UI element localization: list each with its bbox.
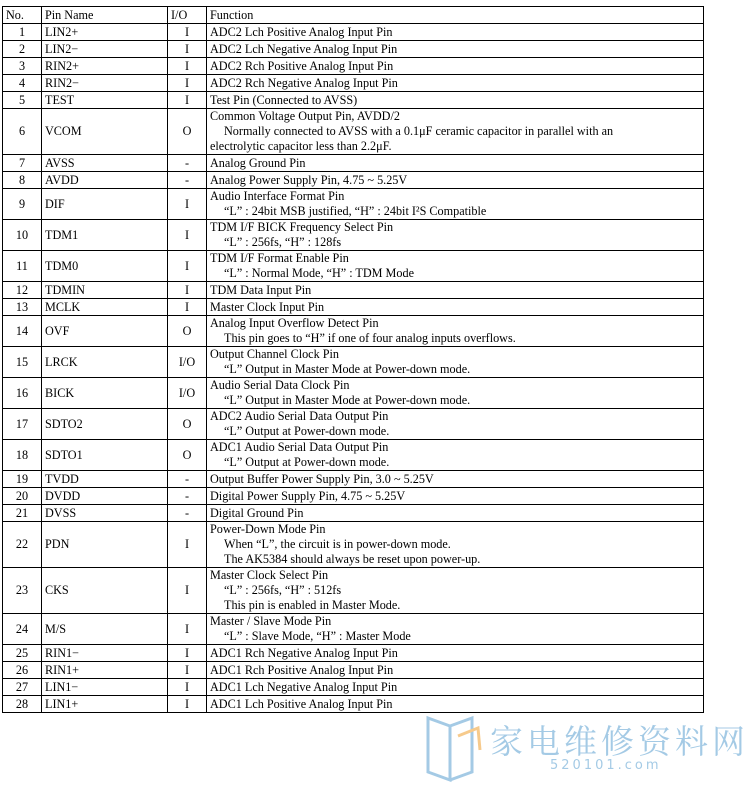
function-text-line: ADC2 Rch Negative Analog Input Pin	[210, 75, 398, 90]
pin-function-cell	[207, 347, 704, 378]
pin-io-cell: I	[168, 251, 207, 282]
table-row	[3, 41, 704, 58]
pin-io-cell: I	[168, 92, 207, 109]
pin-number-cell: 15	[3, 347, 42, 378]
table-row	[3, 155, 704, 172]
function-text-line: ADC2 Rch Positive Analog Input Pin	[210, 58, 394, 73]
pin-name-cell: RIN1−	[42, 645, 168, 662]
pin-io-cell: I	[168, 645, 207, 662]
table-row	[3, 189, 704, 220]
pin-io-cell: I	[168, 299, 207, 316]
pin-number-cell: 14	[3, 316, 42, 347]
pin-number-cell: 18	[3, 440, 42, 471]
pin-name-cell: LRCK	[42, 347, 168, 378]
function-text-line: ADC2 Lch Negative Analog Input Pin	[210, 41, 398, 56]
pin-function-cell	[207, 505, 704, 522]
function-text-line: Normally connected to AVSS with a 0.1μF ceramic capacitor in parallel with an	[224, 124, 614, 138]
column-header-pin-name: Pin Name	[42, 7, 168, 24]
table-row	[3, 614, 704, 645]
pin-name-cell: MCLK	[42, 299, 168, 316]
function-text-line: ADC1 Rch Negative Analog Input Pin	[210, 645, 398, 660]
pin-io-cell: I	[168, 522, 207, 568]
pin-function-cell	[207, 109, 704, 155]
table-row	[3, 109, 704, 155]
function-text-line: Output Buffer Power Supply Pin, 3.0 ~ 5.25V	[210, 471, 434, 486]
pin-name-cell: SDTO1	[42, 440, 168, 471]
pin-number-cell: 23	[3, 568, 42, 614]
pin-number-cell: 28	[3, 696, 42, 713]
function-text-line: electrolytic capacitor less than 2.2μF.	[210, 139, 392, 153]
pin-function-cell	[207, 614, 704, 645]
table-body	[3, 24, 704, 713]
pin-io-cell: I	[168, 282, 207, 299]
function-text-line: Analog Power Supply Pin, 4.75 ~ 5.25V	[210, 172, 408, 187]
table-row	[3, 172, 704, 189]
table-row	[3, 488, 704, 505]
pin-io-cell: -	[168, 505, 207, 522]
pin-function-cell	[207, 662, 704, 679]
pin-io-cell: O	[168, 109, 207, 155]
pin-io-cell: I	[168, 220, 207, 251]
table-row	[3, 24, 704, 41]
pin-io-cell: I	[168, 58, 207, 75]
function-text-line: ADC1 Rch Positive Analog Input Pin	[210, 662, 394, 677]
function-text-line: Master / Slave Mode Pin	[210, 614, 332, 628]
pin-name-cell: TDMIN	[42, 282, 168, 299]
pin-name-cell: DVDD	[42, 488, 168, 505]
pin-name-cell: RIN1+	[42, 662, 168, 679]
watermark-text: 家电维修资料网	[490, 722, 749, 761]
function-text-line: Common Voltage Output Pin, AVDD/2	[210, 109, 400, 123]
function-text-line: “L” : Normal Mode, “H” : TDM Mode	[224, 266, 414, 280]
pin-name-cell: PDN	[42, 522, 168, 568]
table-row	[3, 471, 704, 488]
pin-function-cell	[207, 75, 704, 92]
table-row	[3, 440, 704, 471]
pin-function-cell	[207, 679, 704, 696]
table-row	[3, 251, 704, 282]
pin-io-cell: I	[168, 568, 207, 614]
pin-number-cell: 19	[3, 471, 42, 488]
function-text-line: ADC1 Audio Serial Data Output Pin	[210, 440, 389, 454]
function-text-line: “L” Output at Power-down mode.	[224, 455, 390, 469]
pin-name-cell: LIN2−	[42, 41, 168, 58]
pin-number-cell: 3	[3, 58, 42, 75]
watermark-url: 520101.com	[550, 758, 662, 773]
pin-name-cell: OVF	[42, 316, 168, 347]
function-text-line: Analog Ground Pin	[210, 155, 306, 170]
pin-function-cell	[207, 189, 704, 220]
table-row	[3, 645, 704, 662]
pin-function-cell	[207, 440, 704, 471]
function-text-line: This pin goes to “H” if one of four analog inputs overflows.	[224, 331, 516, 345]
table-row	[3, 347, 704, 378]
pin-function-cell	[207, 58, 704, 75]
table-row	[3, 378, 704, 409]
function-text-line: Audio Interface Format Pin	[210, 189, 345, 203]
pin-function-cell	[207, 409, 704, 440]
pin-number-cell: 27	[3, 679, 42, 696]
pin-number-cell: 10	[3, 220, 42, 251]
pin-number-cell: 13	[3, 299, 42, 316]
function-text-line: Test Pin (Connected to AVSS)	[210, 92, 358, 107]
pin-io-cell: O	[168, 316, 207, 347]
pin-function-cell	[207, 522, 704, 568]
function-text-line: TDM I/F Format Enable Pin	[210, 251, 349, 265]
pin-number-cell: 20	[3, 488, 42, 505]
pin-number-cell: 21	[3, 505, 42, 522]
table-header-row	[3, 7, 704, 24]
pin-io-cell: I/O	[168, 347, 207, 378]
pin-io-cell: O	[168, 409, 207, 440]
function-text-line: “L” : 256fs, “H” : 512fs	[224, 583, 342, 597]
pin-number-cell: 24	[3, 614, 42, 645]
pin-name-cell: AVDD	[42, 172, 168, 189]
pin-function-cell	[207, 471, 704, 488]
pin-number-cell: 17	[3, 409, 42, 440]
watermark-logo	[418, 708, 749, 788]
pin-number-cell: 6	[3, 109, 42, 155]
pin-name-cell: AVSS	[42, 155, 168, 172]
pin-function-cell	[207, 645, 704, 662]
pin-io-cell: I	[168, 189, 207, 220]
pin-name-cell: LIN1+	[42, 696, 168, 713]
function-text-line: “L” Output in Master Mode at Power-down mode.	[224, 362, 471, 376]
table-row	[3, 696, 704, 713]
pin-io-cell: I/O	[168, 378, 207, 409]
pin-number-cell: 11	[3, 251, 42, 282]
pin-function-cell	[207, 92, 704, 109]
pin-io-cell: I	[168, 679, 207, 696]
function-text-line: This pin is enabled in Master Mode.	[224, 598, 401, 612]
table-row	[3, 505, 704, 522]
pin-io-cell: -	[168, 471, 207, 488]
function-text-line: TDM I/F BICK Frequency Select Pin	[210, 220, 394, 234]
pin-number-cell: 1	[3, 24, 42, 41]
pin-number-cell: 26	[3, 662, 42, 679]
column-header-io: I/O	[168, 7, 207, 24]
pin-number-cell: 5	[3, 92, 42, 109]
function-text-line: ADC1 Lch Negative Analog Input Pin	[210, 679, 398, 694]
pin-io-cell: I	[168, 662, 207, 679]
pin-number-cell: 16	[3, 378, 42, 409]
pin-function-cell	[207, 155, 704, 172]
pin-name-cell: RIN2−	[42, 75, 168, 92]
pin-name-cell: SDTO2	[42, 409, 168, 440]
pin-number-cell: 2	[3, 41, 42, 58]
pin-io-cell: I	[168, 696, 207, 713]
pin-name-cell: BICK	[42, 378, 168, 409]
function-text-line: “L” Output at Power-down mode.	[224, 424, 390, 438]
pin-function-cell	[207, 251, 704, 282]
pin-io-cell: -	[168, 488, 207, 505]
pin-name-cell: CKS	[42, 568, 168, 614]
table-row	[3, 662, 704, 679]
pin-number-cell: 8	[3, 172, 42, 189]
pin-name-cell: TDM0	[42, 251, 168, 282]
function-text-line: TDM Data Input Pin	[210, 282, 312, 297]
pin-function-cell	[207, 378, 704, 409]
table-row	[3, 568, 704, 614]
function-text-line: Output Channel Clock Pin	[210, 347, 339, 361]
pin-io-cell: O	[168, 440, 207, 471]
pin-number-cell: 25	[3, 645, 42, 662]
function-text-line: “L” : 24bit MSB justified, “H” : 24bit I²S Compatible	[224, 204, 487, 218]
pin-function-cell	[207, 299, 704, 316]
table-row	[3, 282, 704, 299]
column-header-no: No.	[3, 7, 42, 24]
pin-number-cell: 12	[3, 282, 42, 299]
pin-number-cell: 9	[3, 189, 42, 220]
function-text-line: ADC2 Audio Serial Data Output Pin	[210, 409, 389, 423]
pin-function-cell	[207, 172, 704, 189]
pin-io-cell: -	[168, 155, 207, 172]
table-row	[3, 299, 704, 316]
pin-number-cell: 4	[3, 75, 42, 92]
pin-name-cell: TDM1	[42, 220, 168, 251]
column-header-function: Function	[207, 7, 704, 24]
pin-function-cell	[207, 282, 704, 299]
table-row	[3, 522, 704, 568]
watermark-book-icon	[418, 710, 488, 788]
pin-function-cell	[207, 568, 704, 614]
pin-io-cell: I	[168, 41, 207, 58]
function-text-line: Audio Serial Data Clock Pin	[210, 378, 350, 392]
pin-function-cell	[207, 220, 704, 251]
table-row	[3, 679, 704, 696]
pin-io-cell: -	[168, 172, 207, 189]
function-text-line: Digital Power Supply Pin, 4.75 ~ 5.25V	[210, 488, 406, 503]
pin-name-cell: LIN1−	[42, 679, 168, 696]
function-text-line: “L” : Slave Mode, “H” : Master Mode	[224, 629, 411, 643]
function-text-line: Master Clock Select Pin	[210, 568, 329, 582]
table-row	[3, 92, 704, 109]
pin-name-cell: RIN2+	[42, 58, 168, 75]
function-text-line: ADC2 Lch Positive Analog Input Pin	[210, 24, 393, 39]
pin-function-cell	[207, 41, 704, 58]
table-row	[3, 58, 704, 75]
function-text-line: Analog Input Overflow Detect Pin	[210, 316, 379, 330]
function-text-line: “L” : 256fs, “H” : 128fs	[224, 235, 342, 249]
pin-number-cell: 7	[3, 155, 42, 172]
function-text-line: Master Clock Input Pin	[210, 299, 325, 314]
function-text-line: The AK5384 should always be reset upon power-up.	[224, 552, 481, 566]
pin-function-cell	[207, 316, 704, 347]
pin-function-table-page	[2, 6, 703, 713]
pin-name-cell: TVDD	[42, 471, 168, 488]
pin-name-cell: M/S	[42, 614, 168, 645]
function-text-line: Digital Ground Pin	[210, 505, 304, 520]
pin-io-cell: I	[168, 614, 207, 645]
function-text-line: Power-Down Mode Pin	[210, 522, 326, 536]
table-row	[3, 75, 704, 92]
pin-name-cell: LIN2+	[42, 24, 168, 41]
function-text-line: “L” Output in Master Mode at Power-down mode.	[224, 393, 471, 407]
pin-function-cell	[207, 24, 704, 41]
pin-name-cell: DIF	[42, 189, 168, 220]
pin-name-cell: TEST	[42, 92, 168, 109]
pin-io-cell: I	[168, 24, 207, 41]
pin-name-cell: VCOM	[42, 109, 168, 155]
pin-function-cell	[207, 696, 704, 713]
function-text-line: When “L”, the circuit is in power-down mode.	[224, 537, 451, 551]
pin-name-cell: DVSS	[42, 505, 168, 522]
pin-function-table	[2, 6, 704, 713]
pin-io-cell: I	[168, 75, 207, 92]
pin-function-cell	[207, 488, 704, 505]
table-row	[3, 409, 704, 440]
table-row	[3, 220, 704, 251]
function-text-line: ADC1 Lch Positive Analog Input Pin	[210, 696, 393, 711]
pin-number-cell: 22	[3, 522, 42, 568]
table-row	[3, 316, 704, 347]
